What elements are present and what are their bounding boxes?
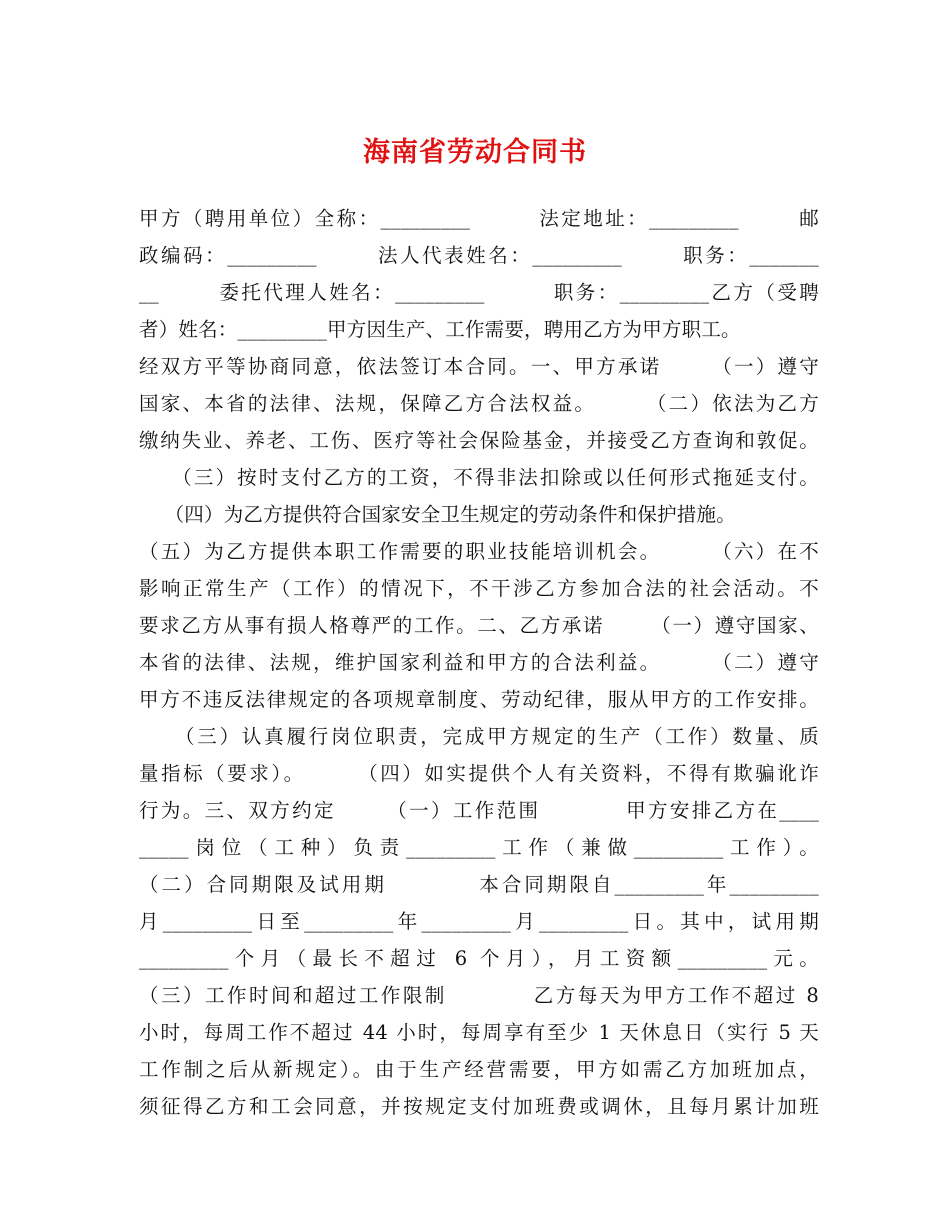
contract-text-line: 甲方不违反法律规定的各项规章制度、劳动纪律，服从甲方的工作安排。 <box>139 688 819 711</box>
contract-text-line: 甲方（聘用单位）全称：_________ 法定地址：_________ 邮 <box>139 207 819 230</box>
contract-text-line: 经双方平等协商同意，依法签订本合同。一、甲方承诺 （一）遵守 <box>139 355 819 378</box>
contract-text-line: 量指标（要求）。 （四）如实提供个人有关资料，不得有欺骗讹诈 <box>139 762 819 785</box>
contract-text-line: 本省的法律、法规，维护国家利益和甲方的合法利益。 （二）遵守 <box>139 651 819 674</box>
contract-text-line: 要求乙方从事有损人格尊严的工作。二、乙方承诺 （一）遵守国家、 <box>139 614 819 637</box>
document-title: 海南省劳动合同书 <box>363 137 587 168</box>
contract-text-line: 缴纳失业、养老、工伤、医疗等社会保险基金，并接受乙方查询和敦促。 <box>139 429 819 452</box>
contract-text-line: 小时，每周工作不超过 44 小时，每周享有至少 1 天休息日（实行 5 天 <box>139 1021 819 1044</box>
contract-text-line: （二）合同期限及试用期 本合同期限自_________年_________ <box>139 873 819 896</box>
contract-text-line: （三）按时支付乙方的工资，不得非法扣除或以任何形式拖延支付。 <box>139 466 819 489</box>
contract-text-line: 影响正常生产（工作）的情况下，不干涉乙方参加合法的社会活动。不 <box>139 577 819 600</box>
contract-text-line: （五）为乙方提供本职工作需要的职业技能培训机会。 （六）在不 <box>139 540 819 563</box>
contract-text-line: 政编码：_________ 法人代表姓名：_________ 职务：_______ <box>139 244 819 267</box>
contract-text-line: _____岗位（工种）负责_________工作（兼做_________工作）。 <box>139 836 819 859</box>
contract-text-line: 行为。三、双方约定 （一）工作范围 甲方安排乙方在____ <box>139 799 819 822</box>
contract-text-line: （四）为乙方提供符合国家安全卫生规定的劳动条件和保护措施。 <box>139 503 736 526</box>
contract-text-line: 工作制之后从新规定）。由于生产经营需要，甲方如需乙方加班加点， <box>139 1058 819 1081</box>
contract-text-line: __ 委托代理人姓名：_________ 职务：_________乙方（受聘 <box>139 281 819 304</box>
contract-text-line: 须征得乙方和工会同意，并按规定支付加班费或调休，且每月累计加班 <box>139 1095 819 1118</box>
contract-text-line: （三）认真履行岗位职责，完成甲方规定的生产（工作）数量、质 <box>139 725 819 748</box>
contract-text-line: 国家、本省的法律、法规，保障乙方合法权益。 （二）依法为乙方 <box>139 392 819 415</box>
contract-text-line: （三）工作时间和超过工作限制 乙方每天为甲方工作不超过 8 <box>139 984 819 1007</box>
contract-text-line: 月_________日至_________年_________月_________日。其中，试用期 <box>139 910 819 933</box>
contract-body <box>139 200 819 1125</box>
contract-text-line: 者）姓名：_________甲方因生产、工作需要，聘用乙方为甲方职工。 <box>139 318 741 341</box>
contract-text-line: _________个月（最长不超过 6 个月），月工资额_________元。 <box>139 947 819 970</box>
